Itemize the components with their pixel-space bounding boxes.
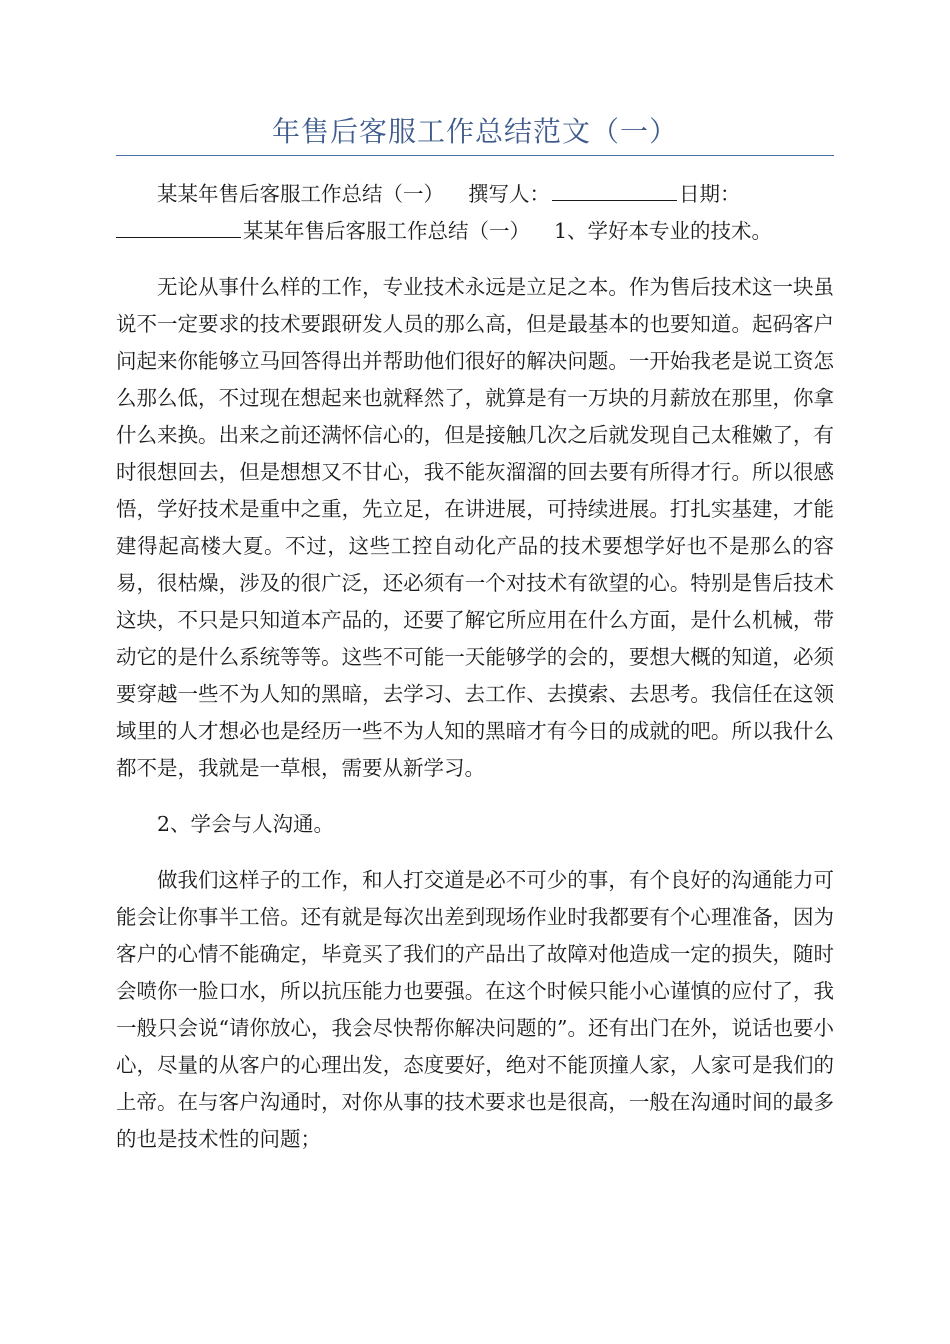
section2-title: 2、学会与人沟通。 bbox=[157, 812, 335, 836]
title-underline bbox=[116, 155, 834, 156]
header-paragraph bbox=[116, 176, 834, 250]
date-blank bbox=[116, 217, 241, 238]
section1-title: 1、学好本专业的技术。 bbox=[554, 219, 773, 243]
author-label: 撰写人： bbox=[468, 182, 550, 206]
report-heading: 某某年售后客服工作总结（一） bbox=[157, 182, 444, 206]
author-blank bbox=[552, 180, 677, 201]
date-label: 日期： bbox=[679, 182, 741, 206]
header-second-line bbox=[116, 213, 834, 250]
paragraph-communication: 做我们这样子的工作，和人打交道是必不可少的事，有个良好的沟通能力可能会让你事半工倍。还有就是每次出差到现场作业时我都要有个心理准备，因为客户的心情不能确定，毕竟买了我们的产品出了故障对他造成一定的损失，随时会喷你一脸口水，所以抗压能力也要强。在这个时候只能小心谨慎的应付了，我一般只会说“请你放心，我会尽快帮你解决问题的”。还有出门在外，说话也要小心，尽量的从客户的心理出发，态度要好，绝对不能顶撞人家，人家可是我们的上帝。在与客户沟通时，对你从事的技术要求也是很高，一般在沟通时间的最多的也是技术性的问题； bbox=[116, 868, 834, 1151]
document-body bbox=[116, 176, 834, 1177]
document-title: 年售后客服工作总结范文（一） bbox=[271, 115, 678, 148]
paragraph-technical-skills: 无论从事什么样的工作，专业技术永远是立足之本。作为售后技术这一块虽说不一定要求的技术要跟研发人员的那么高，但是最基本的也要知道。起码客户问起来你能够立马回答得出并帮助他们很好的解决问题。一开始我老是说工资怎么那么低，不过现在想起来也就释然了，就算是有一万块的月薪放在那里，你拿什么来换。出来之前还满怀信心的，但是接触几次之后就发现自己太稚嫩了，有时很想回去，但是想想又不甘心，我不能灰溜溜的回去要有所得才行。所以很感悟，学好技术是重中之重，先立足，在讲进展，可持续进展。打扎实基建，才能建得起高楼大夏。不过，这些工控自动化产品的技术要想学好也不是那么的容易，很枯燥，涉及的很广泛，还必须有一个对技术有欲望的心。特别是售后技术这块，不只是只知道本产品的，还要了解它所应用在什么方面，是什么机械，带动它的是什么系统等等。这些不可能一天能够学的会的，要想大概的知道，必须要穿越一些不为人知的黑暗，去学习、去工作、去摸索、去思考。我信任在这领域里的人才想必也是经历一些不为人知的黑暗才有今日的成就的吧。所以我什么都不是，我就是一草根，需要从新学习。 bbox=[116, 275, 834, 780]
repeat-heading: 某某年售后客服工作总结（一） bbox=[243, 219, 530, 243]
